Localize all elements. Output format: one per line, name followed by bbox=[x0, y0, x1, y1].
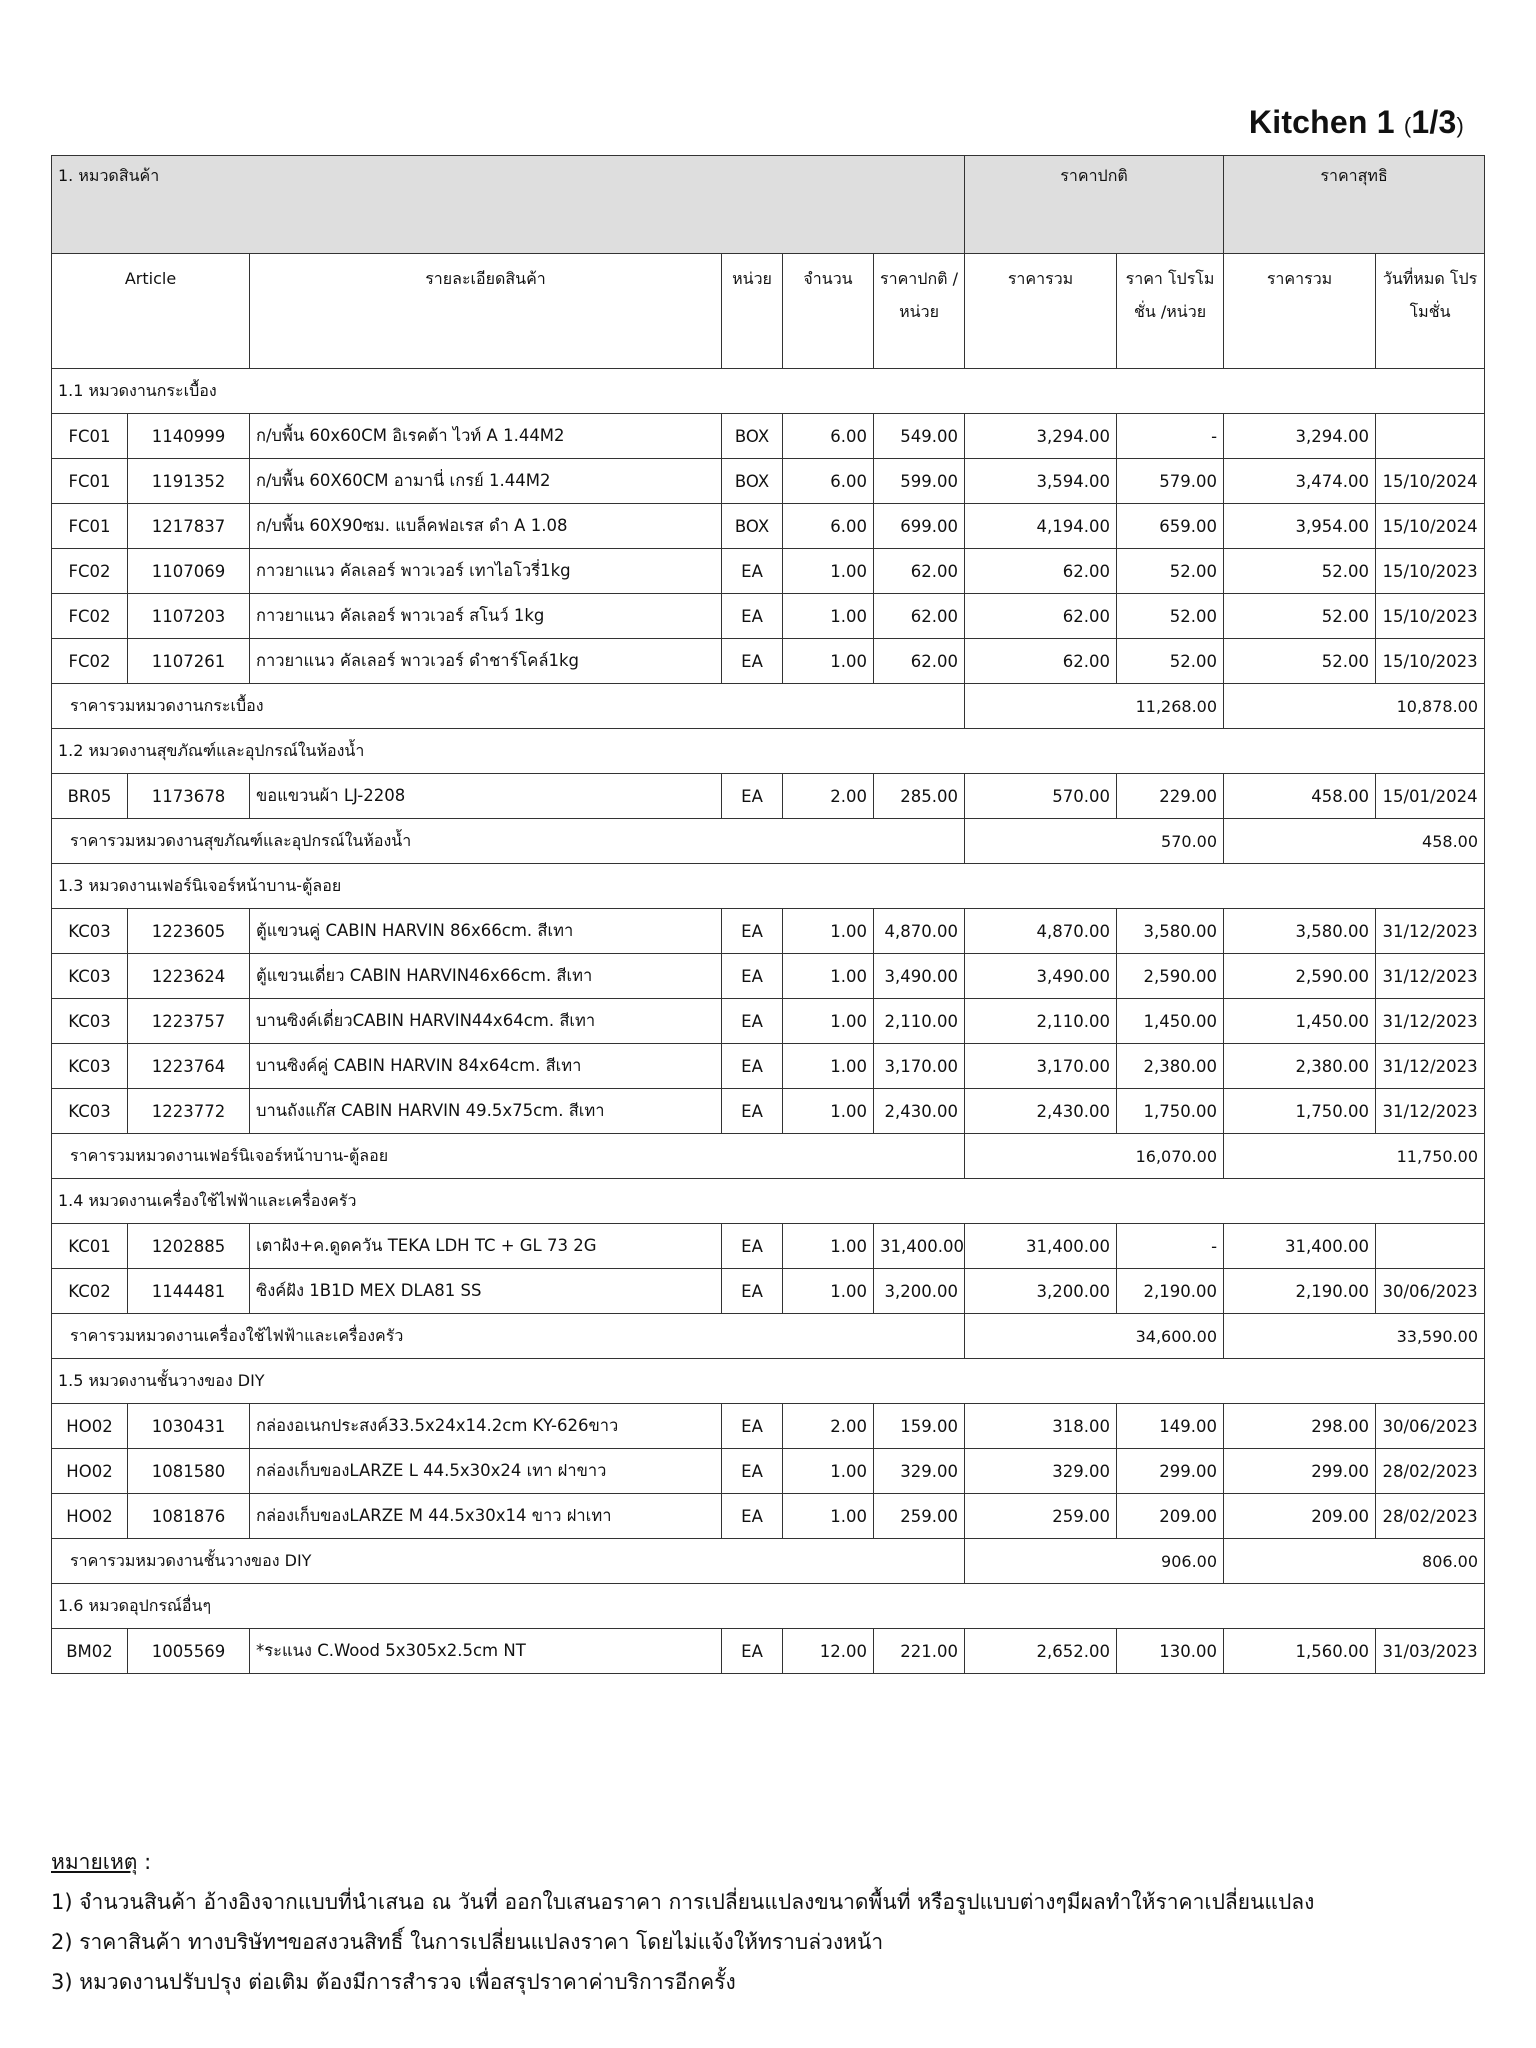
cell-promo-end: 30/06/2023 bbox=[1376, 1404, 1485, 1449]
subtotal-value: 906.00 bbox=[965, 1539, 1224, 1584]
cell-unit-price: 31,400.00 bbox=[874, 1224, 965, 1269]
cell-description: ก/บพื้น 60X90ซม. แบล็คฟอเรส ดำ A 1.08 bbox=[250, 504, 722, 549]
cell-qty: 1.00 bbox=[783, 549, 874, 594]
cell-article: 1202885 bbox=[128, 1224, 250, 1269]
cell-promo-total: 3,474.00 bbox=[1224, 459, 1376, 504]
cell-promo-end: 15/10/2024 bbox=[1376, 459, 1485, 504]
cell-description: ก/บพื้น 60x60CM อิเรคต้า ไวท์ A 1.44M2 bbox=[250, 414, 722, 459]
cell-promo-end: 31/12/2023 bbox=[1376, 1044, 1485, 1089]
cell-unit: EA bbox=[722, 639, 783, 684]
cell-promo-total: 3,294.00 bbox=[1224, 414, 1376, 459]
section-row bbox=[52, 369, 1485, 414]
cell-article: 1223757 bbox=[128, 999, 250, 1044]
cell-promo-price: 149.00 bbox=[1117, 1404, 1224, 1449]
section-row bbox=[52, 1359, 1485, 1404]
regular-price-header: ราคาปกติ bbox=[965, 156, 1224, 254]
subtotal-net-value: 458.00 bbox=[1224, 819, 1485, 864]
cell-description: กาวยาแนว คัลเลอร์ พาวเวอร์ ดำชาร์โคล์1kg bbox=[250, 639, 722, 684]
cell-qty: 1.00 bbox=[783, 1449, 874, 1494]
cell-code: KC03 bbox=[52, 1089, 128, 1134]
subtotal-label: ราคารวมหมวดงานเครื่องใช้ไฟฟ้าและเครื่องครัว bbox=[52, 1314, 965, 1359]
col-promo-price: ราคา โปรโมชั่น /หน่วย bbox=[1117, 254, 1224, 369]
subtotal-net-value: 10,878.00 bbox=[1224, 684, 1485, 729]
cell-unit-price: 62.00 bbox=[874, 549, 965, 594]
cell-promo-end: 30/06/2023 bbox=[1376, 1269, 1485, 1314]
cell-promo-end: 31/12/2023 bbox=[1376, 954, 1485, 999]
category-header: 1. หมวดสินค้า bbox=[52, 156, 965, 254]
col-total: ราคารวม bbox=[965, 254, 1117, 369]
cell-total: 318.00 bbox=[965, 1404, 1117, 1449]
cell-promo-end: 15/10/2023 bbox=[1376, 549, 1485, 594]
cell-total: 2,652.00 bbox=[965, 1629, 1117, 1674]
col-unit-price: ราคาปกติ /หน่วย bbox=[874, 254, 965, 369]
cell-total: 4,194.00 bbox=[965, 504, 1117, 549]
cell-unit: EA bbox=[722, 774, 783, 819]
cell-promo-total: 1,750.00 bbox=[1224, 1089, 1376, 1134]
cell-promo-price: 229.00 bbox=[1117, 774, 1224, 819]
cell-promo-price: 299.00 bbox=[1117, 1449, 1224, 1494]
section-row bbox=[52, 1179, 1485, 1224]
header-row-columns bbox=[52, 254, 1485, 369]
cell-promo-total: 1,450.00 bbox=[1224, 999, 1376, 1044]
table-row bbox=[52, 1269, 1485, 1314]
cell-total: 3,594.00 bbox=[965, 459, 1117, 504]
cell-unit-price: 221.00 bbox=[874, 1629, 965, 1674]
cell-promo-total: 2,380.00 bbox=[1224, 1044, 1376, 1089]
cell-description: ก/บพื้น 60X60CM อามานี่ เกรย์ 1.44M2 bbox=[250, 459, 722, 504]
title-page-number: 1/3 bbox=[1411, 104, 1457, 140]
cell-promo-price: - bbox=[1117, 1224, 1224, 1269]
cell-article: 1081876 bbox=[128, 1494, 250, 1539]
col-article: Article bbox=[52, 254, 250, 369]
cell-unit-price: 285.00 bbox=[874, 774, 965, 819]
cell-qty: 2.00 bbox=[783, 1404, 874, 1449]
cell-unit-price: 329.00 bbox=[874, 1449, 965, 1494]
cell-promo-end: 31/12/2023 bbox=[1376, 999, 1485, 1044]
cell-total: 329.00 bbox=[965, 1449, 1117, 1494]
cell-unit-price: 4,870.00 bbox=[874, 909, 965, 954]
cell-promo-price: - bbox=[1117, 414, 1224, 459]
cell-qty: 1.00 bbox=[783, 1494, 874, 1539]
cell-description: กล่องเก็บของLARZE M 44.5x30x14 ขาว ฝาเทา bbox=[250, 1494, 722, 1539]
subtotal-row bbox=[52, 1314, 1485, 1359]
table-row bbox=[52, 1089, 1485, 1134]
cell-unit-price: 549.00 bbox=[874, 414, 965, 459]
cell-code: KC01 bbox=[52, 1224, 128, 1269]
subtotal-value: 570.00 bbox=[965, 819, 1224, 864]
cell-qty: 12.00 bbox=[783, 1629, 874, 1674]
subtotal-row bbox=[52, 684, 1485, 729]
cell-description: ตู้แขวนคู่ CABIN HARVIN 86x66cm. สีเทา bbox=[250, 909, 722, 954]
note-item: 1) จำนวนสินค้า อ้างอิงจากแบบที่นำเสนอ ณ วันที่ ออกใบเสนอราคา การเปลี่ยนแปลงขนาดพื้นที่ หรือรูปแบบต่างๆมีผลทำให้ราคาเปลี่ยนแปลง bbox=[51, 1890, 1315, 1914]
table-row bbox=[52, 999, 1485, 1044]
subtotal-label: ราคารวมหมวดงานเฟอร์นิเจอร์หน้าบาน-ตู้ลอย bbox=[52, 1134, 965, 1179]
table-row bbox=[52, 1044, 1485, 1089]
cell-article: 1191352 bbox=[128, 459, 250, 504]
cell-unit-price: 62.00 bbox=[874, 639, 965, 684]
cell-total: 3,170.00 bbox=[965, 1044, 1117, 1089]
cell-code: FC02 bbox=[52, 549, 128, 594]
cell-article: 1144481 bbox=[128, 1269, 250, 1314]
cell-code: FC01 bbox=[52, 504, 128, 549]
table-row bbox=[52, 1224, 1485, 1269]
cell-promo-price: 52.00 bbox=[1117, 549, 1224, 594]
cell-article: 1107261 bbox=[128, 639, 250, 684]
cell-description: กล่องอเนกประสงค์33.5x24x14.2cm KY-626ขาว bbox=[250, 1404, 722, 1449]
cell-qty: 1.00 bbox=[783, 594, 874, 639]
cell-qty: 6.00 bbox=[783, 459, 874, 504]
cell-unit: BOX bbox=[722, 414, 783, 459]
cell-unit: EA bbox=[722, 1404, 783, 1449]
cell-description: ตู้แขวนเดี่ยว CABIN HARVIN46x66cm. สีเทา bbox=[250, 954, 722, 999]
title-text: Kitchen 1 bbox=[1248, 104, 1404, 140]
cell-unit: EA bbox=[722, 1044, 783, 1089]
section-title: 1.3 หมวดงานเฟอร์นิเจอร์หน้าบาน-ตู้ลอย bbox=[52, 864, 1485, 909]
cell-code: KC03 bbox=[52, 1044, 128, 1089]
cell-promo-total: 52.00 bbox=[1224, 594, 1376, 639]
cell-total: 3,294.00 bbox=[965, 414, 1117, 459]
cell-article: 1223624 bbox=[128, 954, 250, 999]
cell-promo-total: 298.00 bbox=[1224, 1404, 1376, 1449]
cell-article: 1173678 bbox=[128, 774, 250, 819]
cell-unit: EA bbox=[722, 999, 783, 1044]
cell-promo-price: 659.00 bbox=[1117, 504, 1224, 549]
cell-article: 1081580 bbox=[128, 1449, 250, 1494]
table-row bbox=[52, 1494, 1485, 1539]
cell-promo-price: 579.00 bbox=[1117, 459, 1224, 504]
table-row bbox=[52, 549, 1485, 594]
cell-qty: 1.00 bbox=[783, 1224, 874, 1269]
cell-total: 259.00 bbox=[965, 1494, 1117, 1539]
subtotal-value: 16,070.00 bbox=[965, 1134, 1224, 1179]
cell-total: 4,870.00 bbox=[965, 909, 1117, 954]
cell-code: HO02 bbox=[52, 1404, 128, 1449]
cell-unit: EA bbox=[722, 1629, 783, 1674]
subtotal-label: ราคารวมหมวดงานสุขภัณฑ์และอุปกรณ์ในห้องน้ำ bbox=[52, 819, 965, 864]
cell-total: 62.00 bbox=[965, 594, 1117, 639]
cell-unit-price: 259.00 bbox=[874, 1494, 965, 1539]
cell-promo-total: 31,400.00 bbox=[1224, 1224, 1376, 1269]
table-row bbox=[52, 1404, 1485, 1449]
col-promo-total: ราคารวม bbox=[1224, 254, 1376, 369]
subtotal-value: 11,268.00 bbox=[965, 684, 1224, 729]
section-title: 1.2 หมวดงานสุขภัณฑ์และอุปกรณ์ในห้องน้ำ bbox=[52, 729, 1485, 774]
cell-unit: BOX bbox=[722, 459, 783, 504]
cell-code: FC01 bbox=[52, 414, 128, 459]
cell-promo-price: 52.00 bbox=[1117, 639, 1224, 684]
table-row bbox=[52, 774, 1485, 819]
cell-unit: EA bbox=[722, 1494, 783, 1539]
cell-unit-price: 699.00 bbox=[874, 504, 965, 549]
section-row bbox=[52, 1584, 1485, 1629]
cell-promo-total: 458.00 bbox=[1224, 774, 1376, 819]
cell-description: กาวยาแนว คัลเลอร์ พาวเวอร์ เทาไอโวรี่1kg bbox=[250, 549, 722, 594]
cell-description: กล่องเก็บของLARZE L 44.5x30x24 เทา ฝาขาว bbox=[250, 1449, 722, 1494]
cell-code: BM02 bbox=[52, 1629, 128, 1674]
cell-promo-total: 52.00 bbox=[1224, 639, 1376, 684]
notes-heading bbox=[51, 1842, 1314, 1882]
cell-promo-end bbox=[1376, 1224, 1485, 1269]
cell-unit: EA bbox=[722, 1089, 783, 1134]
cell-qty: 1.00 bbox=[783, 909, 874, 954]
cell-promo-price: 52.00 bbox=[1117, 594, 1224, 639]
subtotal-net-value: 33,590.00 bbox=[1224, 1314, 1485, 1359]
cell-article: 1140999 bbox=[128, 414, 250, 459]
title-paren-close: ) bbox=[1456, 113, 1464, 138]
table-row bbox=[52, 414, 1485, 459]
section-title: 1.1 หมวดงานกระเบื้อง bbox=[52, 369, 1485, 414]
subtotal-value: 34,600.00 bbox=[965, 1314, 1224, 1359]
net-price-header: ราคาสุทธิ bbox=[1224, 156, 1485, 254]
section-row bbox=[52, 729, 1485, 774]
cell-promo-end: 31/12/2023 bbox=[1376, 909, 1485, 954]
subtotal-row bbox=[52, 819, 1485, 864]
cell-promo-end: 15/10/2024 bbox=[1376, 504, 1485, 549]
cell-description: *ระแนง C.Wood 5x305x2.5cm NT bbox=[250, 1629, 722, 1674]
cell-description: บานถังแก๊ส CABIN HARVIN 49.5x75cm. สีเทา bbox=[250, 1089, 722, 1134]
table-row bbox=[52, 459, 1485, 504]
cell-description: ซิงค์ฝัง 1B1D MEX DLA81 SS bbox=[250, 1269, 722, 1314]
cell-description: ขอแขวนผ้า LJ-2208 bbox=[250, 774, 722, 819]
cell-unit: EA bbox=[722, 954, 783, 999]
cell-promo-total: 3,580.00 bbox=[1224, 909, 1376, 954]
subtotal-net-value: 11,750.00 bbox=[1224, 1134, 1485, 1179]
cell-qty: 1.00 bbox=[783, 1089, 874, 1134]
cell-qty: 2.00 bbox=[783, 774, 874, 819]
cell-qty: 6.00 bbox=[783, 504, 874, 549]
note-item: 2) ราคาสินค้า ทางบริษัทฯขอสงวนสิทธิ์ ในการเปลี่ยนแปลงราคา โดยไม่แจ้งให้ทราบล่วงหน้า bbox=[51, 1930, 884, 1954]
cell-code: KC03 bbox=[52, 909, 128, 954]
cell-code: HO02 bbox=[52, 1494, 128, 1539]
cell-promo-total: 2,590.00 bbox=[1224, 954, 1376, 999]
cell-unit: EA bbox=[722, 549, 783, 594]
table-row bbox=[52, 1629, 1485, 1674]
cell-qty: 1.00 bbox=[783, 1044, 874, 1089]
table-row bbox=[52, 954, 1485, 999]
cell-total: 2,110.00 bbox=[965, 999, 1117, 1044]
cell-total: 3,200.00 bbox=[965, 1269, 1117, 1314]
page-title bbox=[1249, 104, 1464, 141]
cell-promo-price: 1,750.00 bbox=[1117, 1089, 1224, 1134]
cell-code: FC01 bbox=[52, 459, 128, 504]
cell-total: 2,430.00 bbox=[965, 1089, 1117, 1134]
cell-unit-price: 2,110.00 bbox=[874, 999, 965, 1044]
cell-code: HO02 bbox=[52, 1449, 128, 1494]
cell-qty: 6.00 bbox=[783, 414, 874, 459]
cell-unit-price: 3,200.00 bbox=[874, 1269, 965, 1314]
col-description: รายละเอียดสินค้า bbox=[250, 254, 722, 369]
cell-promo-end bbox=[1376, 414, 1485, 459]
cell-description: กาวยาแนว คัลเลอร์ พาวเวอร์ สโนว์ 1kg bbox=[250, 594, 722, 639]
cell-code: KC03 bbox=[52, 999, 128, 1044]
cell-promo-total: 2,190.00 bbox=[1224, 1269, 1376, 1314]
section-title: 1.5 หมวดงานชั้นวางของ DIY bbox=[52, 1359, 1485, 1404]
cell-article: 1217837 bbox=[128, 504, 250, 549]
subtotal-label: ราคารวมหมวดงานชั้นวางของ DIY bbox=[52, 1539, 965, 1584]
cell-promo-total: 209.00 bbox=[1224, 1494, 1376, 1539]
cell-promo-total: 52.00 bbox=[1224, 549, 1376, 594]
note-item: 3) หมวดงานปรับปรุง ต่อเติม ต้องมีการสำรวจ เพื่อสรุปราคาค่าบริการอีกครั้ง bbox=[51, 1970, 736, 1994]
table-row bbox=[52, 909, 1485, 954]
cell-unit: EA bbox=[722, 909, 783, 954]
subtotal-row bbox=[52, 1539, 1485, 1584]
table-row bbox=[52, 639, 1485, 684]
cell-total: 31,400.00 bbox=[965, 1224, 1117, 1269]
subtotal-label: ราคารวมหมวดงานกระเบื้อง bbox=[52, 684, 965, 729]
notes bbox=[51, 1842, 1314, 2002]
cell-promo-price: 2,380.00 bbox=[1117, 1044, 1224, 1089]
subtotal-net-value: 806.00 bbox=[1224, 1539, 1485, 1584]
notes-title: หมายเหตุ bbox=[51, 1850, 138, 1874]
cell-description: บานซิงค์คู่ CABIN HARVIN 84x64cm. สีเทา bbox=[250, 1044, 722, 1089]
cell-article: 1223764 bbox=[128, 1044, 250, 1089]
cell-article: 1223772 bbox=[128, 1089, 250, 1134]
section-row bbox=[52, 864, 1485, 909]
cell-total: 570.00 bbox=[965, 774, 1117, 819]
cell-promo-end: 15/01/2024 bbox=[1376, 774, 1485, 819]
quotation-table bbox=[51, 155, 1485, 1674]
cell-promo-price: 130.00 bbox=[1117, 1629, 1224, 1674]
cell-unit: BOX bbox=[722, 504, 783, 549]
table-body bbox=[52, 156, 1485, 1674]
cell-unit-price: 159.00 bbox=[874, 1404, 965, 1449]
title-paren-open: ( bbox=[1403, 113, 1412, 138]
cell-promo-price: 3,580.00 bbox=[1117, 909, 1224, 954]
table-row bbox=[52, 504, 1485, 549]
notes-colon: : bbox=[137, 1850, 152, 1874]
cell-article: 1030431 bbox=[128, 1404, 250, 1449]
cell-qty: 1.00 bbox=[783, 999, 874, 1044]
cell-code: BR05 bbox=[52, 774, 128, 819]
cell-total: 62.00 bbox=[965, 549, 1117, 594]
cell-unit-price: 62.00 bbox=[874, 594, 965, 639]
cell-article: 1223605 bbox=[128, 909, 250, 954]
cell-promo-end: 15/10/2023 bbox=[1376, 639, 1485, 684]
cell-code: KC03 bbox=[52, 954, 128, 999]
cell-promo-price: 1,450.00 bbox=[1117, 999, 1224, 1044]
cell-article: 1107069 bbox=[128, 549, 250, 594]
cell-unit-price: 3,170.00 bbox=[874, 1044, 965, 1089]
cell-qty: 1.00 bbox=[783, 954, 874, 999]
cell-qty: 1.00 bbox=[783, 639, 874, 684]
cell-total: 62.00 bbox=[965, 639, 1117, 684]
cell-promo-end: 28/02/2023 bbox=[1376, 1449, 1485, 1494]
cell-unit: EA bbox=[722, 1224, 783, 1269]
cell-total: 3,490.00 bbox=[965, 954, 1117, 999]
cell-description: เตาฝัง+ค.ดูดควัน TEKA LDH TC + GL 73 2G bbox=[250, 1224, 722, 1269]
cell-unit-price: 599.00 bbox=[874, 459, 965, 504]
cell-unit-price: 3,490.00 bbox=[874, 954, 965, 999]
col-unit: หน่วย bbox=[722, 254, 783, 369]
cell-description: บานซิงค์เดี่ยวCABIN HARVIN44x64cm. สีเทา bbox=[250, 999, 722, 1044]
cell-code: FC02 bbox=[52, 594, 128, 639]
cell-promo-price: 2,190.00 bbox=[1117, 1269, 1224, 1314]
cell-unit: EA bbox=[722, 594, 783, 639]
cell-promo-price: 209.00 bbox=[1117, 1494, 1224, 1539]
section-title: 1.6 หมวดอุปกรณ์อื่นๆ bbox=[52, 1584, 1485, 1629]
cell-code: KC02 bbox=[52, 1269, 128, 1314]
table-row bbox=[52, 594, 1485, 639]
cell-promo-end: 31/03/2023 bbox=[1376, 1629, 1485, 1674]
subtotal-row bbox=[52, 1134, 1485, 1179]
col-promo-end: วันที่หมด โปรโมชั่น bbox=[1376, 254, 1485, 369]
cell-qty: 1.00 bbox=[783, 1269, 874, 1314]
cell-promo-price: 2,590.00 bbox=[1117, 954, 1224, 999]
header-row-group bbox=[52, 156, 1485, 254]
cell-unit: EA bbox=[722, 1449, 783, 1494]
col-qty: จำนวน bbox=[783, 254, 874, 369]
cell-unit: EA bbox=[722, 1269, 783, 1314]
cell-promo-end: 31/12/2023 bbox=[1376, 1089, 1485, 1134]
cell-article: 1005569 bbox=[128, 1629, 250, 1674]
cell-code: FC02 bbox=[52, 639, 128, 684]
cell-article: 1107203 bbox=[128, 594, 250, 639]
cell-promo-total: 3,954.00 bbox=[1224, 504, 1376, 549]
cell-promo-end: 28/02/2023 bbox=[1376, 1494, 1485, 1539]
cell-promo-end: 15/10/2023 bbox=[1376, 594, 1485, 639]
section-title: 1.4 หมวดงานเครื่องใช้ไฟฟ้าและเครื่องครัว bbox=[52, 1179, 1485, 1224]
cell-promo-total: 299.00 bbox=[1224, 1449, 1376, 1494]
table-row bbox=[52, 1449, 1485, 1494]
cell-promo-total: 1,560.00 bbox=[1224, 1629, 1376, 1674]
cell-unit-price: 2,430.00 bbox=[874, 1089, 965, 1134]
